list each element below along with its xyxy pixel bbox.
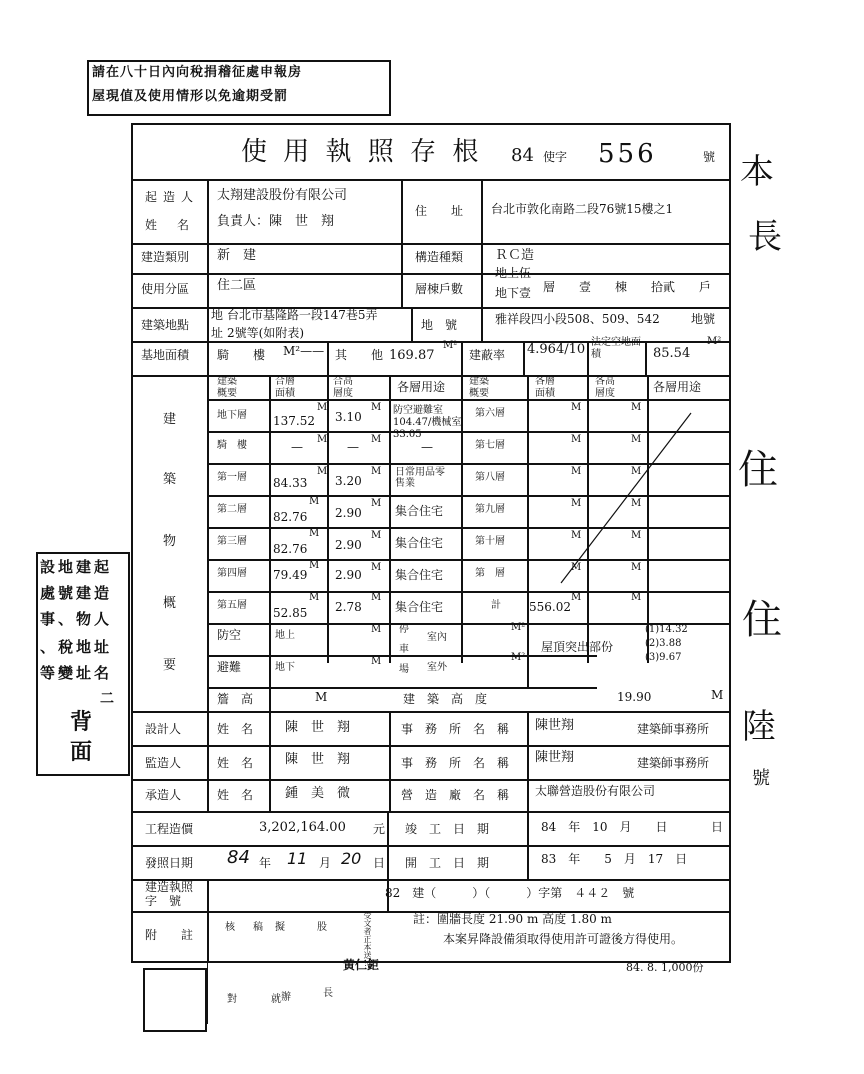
right-unit-height-3: M: [631, 498, 642, 509]
form-code: 84. 8. 1,000份: [626, 961, 704, 974]
floors-above: 地上伍: [495, 266, 532, 280]
lot-label: 地 號: [421, 318, 458, 332]
floor-height-unit-6: M: [371, 592, 382, 603]
issue-year: 84: [227, 847, 250, 868]
struct-value: ＲＣ造: [495, 248, 535, 263]
contractor-name: 鍾 美 微: [285, 786, 351, 801]
notes-label: 附 註: [145, 928, 194, 942]
floor-height-1: —: [347, 440, 359, 454]
red-stamp: 受文者正本送...: [363, 911, 372, 967]
eave-label: 簷 高: [217, 692, 254, 706]
right-unit-area-3: M: [571, 498, 582, 509]
floor-right-1: 第七層: [475, 440, 505, 451]
th-c6b: 面積: [535, 388, 555, 399]
notes-line-2: 本案昇降設備須取得使用許可證後方得使用。: [443, 932, 684, 946]
floor-use-0: 防空避難室104.47/機械室33.05: [393, 405, 462, 440]
sig-4: 辦: [281, 992, 291, 1003]
owner-address: 台北市敦化南路二段76號15樓之1: [491, 202, 674, 216]
margin-char-6: 號: [752, 768, 770, 789]
floor-use-1: —: [421, 440, 433, 454]
site-side-2: 址: [211, 326, 224, 340]
th-c2a: 合層: [275, 376, 295, 387]
issue-month-label: 月: [319, 856, 332, 870]
side-v-4: 概: [163, 596, 177, 611]
th-c2: 面積: [275, 388, 295, 399]
form-word: 使字: [543, 150, 568, 164]
zone-value: 住二區: [217, 278, 257, 293]
contractor-firm: 太聯營造股份有限公司: [535, 784, 656, 798]
permit-label-1: 建造執照: [145, 880, 194, 894]
margin-char-2: 長: [748, 217, 782, 257]
floor-name-0: 地下層: [217, 410, 247, 421]
floor-name-5: 第四層: [217, 568, 247, 579]
side-v-5: 要: [163, 658, 177, 673]
shelter-above: 地上: [275, 630, 295, 641]
park-indoor-unit: M²: [511, 622, 526, 633]
floor-name-4: 第三層: [217, 536, 247, 547]
floor-right-3: 第九層: [475, 504, 505, 515]
void-strike: [131, 123, 731, 963]
issue-day-label: 日: [373, 856, 386, 870]
owner-label-2: 姓 名: [145, 218, 194, 232]
side-box-line2: 處號建造: [40, 584, 113, 602]
designer-firm-2: 建築師事務所: [637, 722, 710, 736]
floor-height-5: 2.90: [335, 568, 362, 582]
park-indoor: 室內: [427, 632, 447, 643]
other-unit: M²: [443, 340, 458, 351]
right-unit-area-4: M: [571, 530, 582, 541]
floor-right-5: 第 層: [475, 568, 505, 579]
build-type-label: 建造類別: [141, 250, 190, 264]
issue-month: 11: [287, 849, 308, 868]
supervisor-name-label: 姓 名: [217, 756, 254, 770]
right-unit-height-4: M: [631, 530, 642, 541]
form-title: 使 用 執 照 存 根: [241, 137, 483, 167]
floors-below: 地下壹: [495, 286, 532, 300]
shelter-below: 地下: [275, 662, 295, 673]
floor-area-unit-0: M: [317, 402, 328, 413]
right-unit-area-2: M: [571, 466, 582, 477]
designer-firm: 陳世翔: [535, 718, 575, 733]
floor-use-3: 集合住宅: [395, 504, 444, 518]
th-c3b: 層度: [333, 388, 353, 399]
cost-label: 工程造價: [145, 822, 194, 836]
floor-area-2: 84.33: [273, 476, 308, 490]
park-b: 車: [399, 644, 409, 655]
supervisor-firm-2: 建築師事務所: [637, 756, 710, 770]
floor-area-4: 82.76: [273, 542, 308, 556]
contractor-role: 承造人: [145, 788, 182, 802]
legal-open-value: 85.54: [653, 346, 691, 361]
height-value: 19.90: [617, 690, 652, 704]
sig-2: 稿: [253, 922, 263, 933]
right-unit-height-2: M: [631, 466, 642, 477]
park-a: 停: [399, 624, 409, 635]
margin-char-4: 住: [742, 597, 782, 643]
coverage-label: 建蔽率: [469, 348, 506, 362]
right-unit-area-0: M: [571, 402, 582, 413]
contractor-firm-label: 營 造 廠 名 稱: [401, 788, 510, 802]
floor-right-0: 第六層: [475, 408, 505, 419]
top-stamp-line1: 請在八十日內向稅捐稽征處申報房: [92, 65, 303, 80]
shelter-above-unit: M: [371, 624, 382, 635]
side-v-1: 建: [163, 412, 177, 427]
floor-area-unit-6: M: [309, 592, 320, 603]
other-label: 其 他: [335, 348, 384, 362]
th-c5a: 建築: [469, 376, 489, 387]
right-unit-area-5: M: [571, 562, 582, 573]
sig-6: 長: [323, 988, 333, 999]
shelter-label-a: 防空: [217, 628, 242, 642]
site-side-1: 地: [211, 308, 224, 322]
supervisor-role: 監造人: [145, 756, 182, 770]
area-label: 基地面積: [141, 348, 190, 362]
roof-val-2: (2)3.88: [645, 638, 682, 649]
height-unit: M: [711, 688, 724, 702]
start-label: 開 工 日 期: [405, 856, 490, 870]
shelter-label-b: 避難: [217, 660, 242, 674]
floors-label: 層棟戶數: [415, 282, 464, 296]
floor-height-2: 3.20: [335, 474, 362, 488]
floor-use-2: 日常用品零售業: [395, 467, 445, 489]
form-year: 84: [511, 145, 534, 166]
floor-name-2: 第一層: [217, 472, 247, 483]
floor-area-unit-2: M: [317, 466, 328, 477]
roof-label: 屋頂突出部份: [541, 640, 614, 654]
owner-person: 負責人：陳 世 翔: [217, 214, 335, 229]
floor-use-6: 集合住宅: [395, 600, 444, 614]
floor-height-4: 2.90: [335, 538, 362, 552]
site-line-1: 台北市基隆路一段147巷5弄: [227, 308, 378, 322]
floor-height-unit-4: M: [371, 530, 382, 541]
margin-char-5: 陸: [742, 707, 776, 747]
side-box-line6: 二: [100, 691, 114, 707]
supervisor-firm-label: 事 務 所 名 稱: [401, 756, 510, 770]
floor-area-6: 52.85: [273, 606, 308, 620]
right-unit-height-5: M: [631, 562, 642, 573]
sig-5: 股: [317, 922, 327, 933]
floor-name-3: 第二層: [217, 504, 247, 515]
th-c1a: 建築: [217, 376, 237, 387]
cost-unit: 元: [373, 822, 386, 836]
supervisor-name: 陳 世 翔: [285, 752, 351, 767]
zone-label: 使用分區: [141, 282, 190, 296]
floor-height-unit-3: M: [371, 498, 382, 509]
floors-rest: 層 壹 棟 拾貳 戶: [543, 280, 712, 294]
done-day-label: 日: [711, 820, 724, 834]
park-outdoor: 室外: [427, 662, 447, 673]
park-c: 場: [399, 664, 409, 675]
roof-val-1: (1)14.32: [645, 624, 688, 635]
owner-address-label: 住 址: [415, 204, 464, 218]
designer-name: 陳 世 翔: [285, 720, 351, 735]
floor-name-1: 騎 樓: [217, 440, 247, 451]
floor-area-unit-5: M: [309, 560, 320, 571]
side-v-2: 築: [163, 472, 177, 487]
other-value: 169.87: [389, 348, 435, 363]
side-box-line8: 面: [70, 740, 93, 765]
designer-firm-label: 事 務 所 名 稱: [401, 722, 510, 736]
permit-label-2: 字 號: [145, 894, 182, 908]
th-c5b: 概要: [469, 388, 489, 399]
arcade-value: M²——: [283, 344, 325, 358]
th-c6a: 各層: [535, 376, 555, 387]
top-stamp-line2: 屋現值及使用情形以免逾期受罰: [92, 89, 289, 104]
coverage-value: 4.964/10: [527, 342, 586, 357]
floor-area-unit-1: M: [317, 434, 328, 445]
floor-use-5: 集合住宅: [395, 568, 444, 582]
side-box-line7: 背: [70, 710, 93, 735]
floor-height-3: 2.90: [335, 506, 362, 520]
floor-area-unit-4: M: [309, 528, 320, 539]
legal-open-label: 法定空地面積: [591, 337, 641, 360]
form-suffix: 號: [703, 150, 716, 164]
start-value: 83 年 5 月 17 日: [541, 852, 688, 866]
sig-1: 核: [225, 922, 235, 933]
notes-line-1: 註：圍牆長度 21.90 m 高度 1.80 m: [413, 912, 612, 926]
side-v-3: 物: [163, 534, 177, 549]
th-c7a: 各高: [595, 376, 615, 387]
issue-year-label: 年: [259, 856, 272, 870]
floor-use-4: 集合住宅: [395, 536, 444, 550]
done-label: 竣 工 日 期: [405, 822, 490, 836]
floor-height-0: 3.10: [335, 410, 362, 424]
designer-role: 設計人: [145, 722, 182, 736]
supervisor-firm: 陳世翔: [535, 750, 575, 765]
side-box-line4: 、稅地址: [40, 638, 113, 656]
right-unit-area-1: M: [571, 434, 582, 445]
park-outdoor-unit: M²: [511, 652, 526, 663]
lot-suffix: 地號: [691, 312, 716, 326]
floor-area-unit-3: M: [309, 496, 320, 507]
total-area: 556.02: [529, 600, 571, 614]
sig-name-3: 黃仁鉅: [343, 958, 380, 972]
sig-name-2: 就: [271, 994, 281, 1005]
side-box-line1: 設地建起: [40, 558, 113, 576]
owner-company: 太翔建設股份有限公司: [217, 188, 348, 203]
floor-height-unit-2: M: [371, 466, 382, 477]
floor-right-2: 第八層: [475, 472, 505, 483]
lot-value: 雅祥段四小段508、509、542: [495, 312, 660, 326]
owner-label-1: 起造人: [145, 190, 200, 204]
floor-area-3: 82.76: [273, 510, 308, 524]
floor-area-5: 79.49: [273, 568, 308, 582]
bottom-left-stamp: [143, 968, 207, 1032]
margin-char-1: 本: [740, 152, 774, 192]
site-label: 建築地點: [141, 318, 190, 332]
side-box-line3: 事、物人: [40, 610, 113, 628]
right-unit-height-6: M: [631, 592, 642, 603]
th-c7b: 層度: [595, 388, 615, 399]
permit-text: 82 建（ ）（ ）字第 ４４２ 號: [385, 886, 635, 900]
issue-day: 20: [341, 849, 362, 868]
arcade-label: 騎 樓: [217, 348, 266, 362]
floor-area-0: 137.52: [273, 414, 315, 428]
floor-height-unit-0: M: [371, 402, 382, 413]
legal-open-unit: M²: [707, 336, 722, 347]
signature-area: [207, 909, 408, 1024]
roof-val-3: (3)9.67: [645, 652, 682, 663]
sig-name-1: 對: [227, 994, 237, 1005]
floor-height-unit-1: M: [371, 434, 382, 445]
struct-label: 構造種類: [415, 250, 464, 264]
floor-height-unit-5: M: [371, 562, 382, 573]
th-c1b: 概要: [217, 388, 237, 399]
right-unit-height-0: M: [631, 402, 642, 413]
form-number: 556: [598, 139, 657, 169]
build-type: 新 建: [217, 248, 257, 263]
th-c8: 各層用途: [653, 380, 702, 394]
shelter-below-unit: M: [371, 656, 382, 667]
issue-label: 發照日期: [145, 856, 194, 870]
site-line-2: 2號等(如附表): [227, 326, 304, 340]
th-c4: 各層用途: [397, 380, 446, 394]
sig-3: 擬: [275, 922, 285, 933]
designer-name-label: 姓 名: [217, 722, 254, 736]
done-value: 84 年 10 月 日: [541, 820, 668, 834]
right-unit-height-1: M: [631, 434, 642, 445]
floor-right-6: 計: [491, 600, 501, 611]
th-c3a: 合高: [333, 376, 353, 387]
margin-char-3: 住: [738, 447, 778, 493]
right-unit-area-6: M: [571, 592, 582, 603]
floor-right-4: 第十層: [475, 536, 505, 547]
side-box-line5: 等變址名: [40, 664, 113, 682]
eave-value: M: [315, 690, 328, 704]
floor-area-1: —: [291, 440, 303, 454]
cost-value: 3,202,164.00: [259, 820, 346, 835]
contractor-name-label: 姓 名: [217, 788, 254, 802]
height-label: 建 築 高 度: [403, 692, 488, 706]
floor-height-6: 2.78: [335, 600, 362, 614]
floor-name-6: 第五層: [217, 600, 247, 611]
